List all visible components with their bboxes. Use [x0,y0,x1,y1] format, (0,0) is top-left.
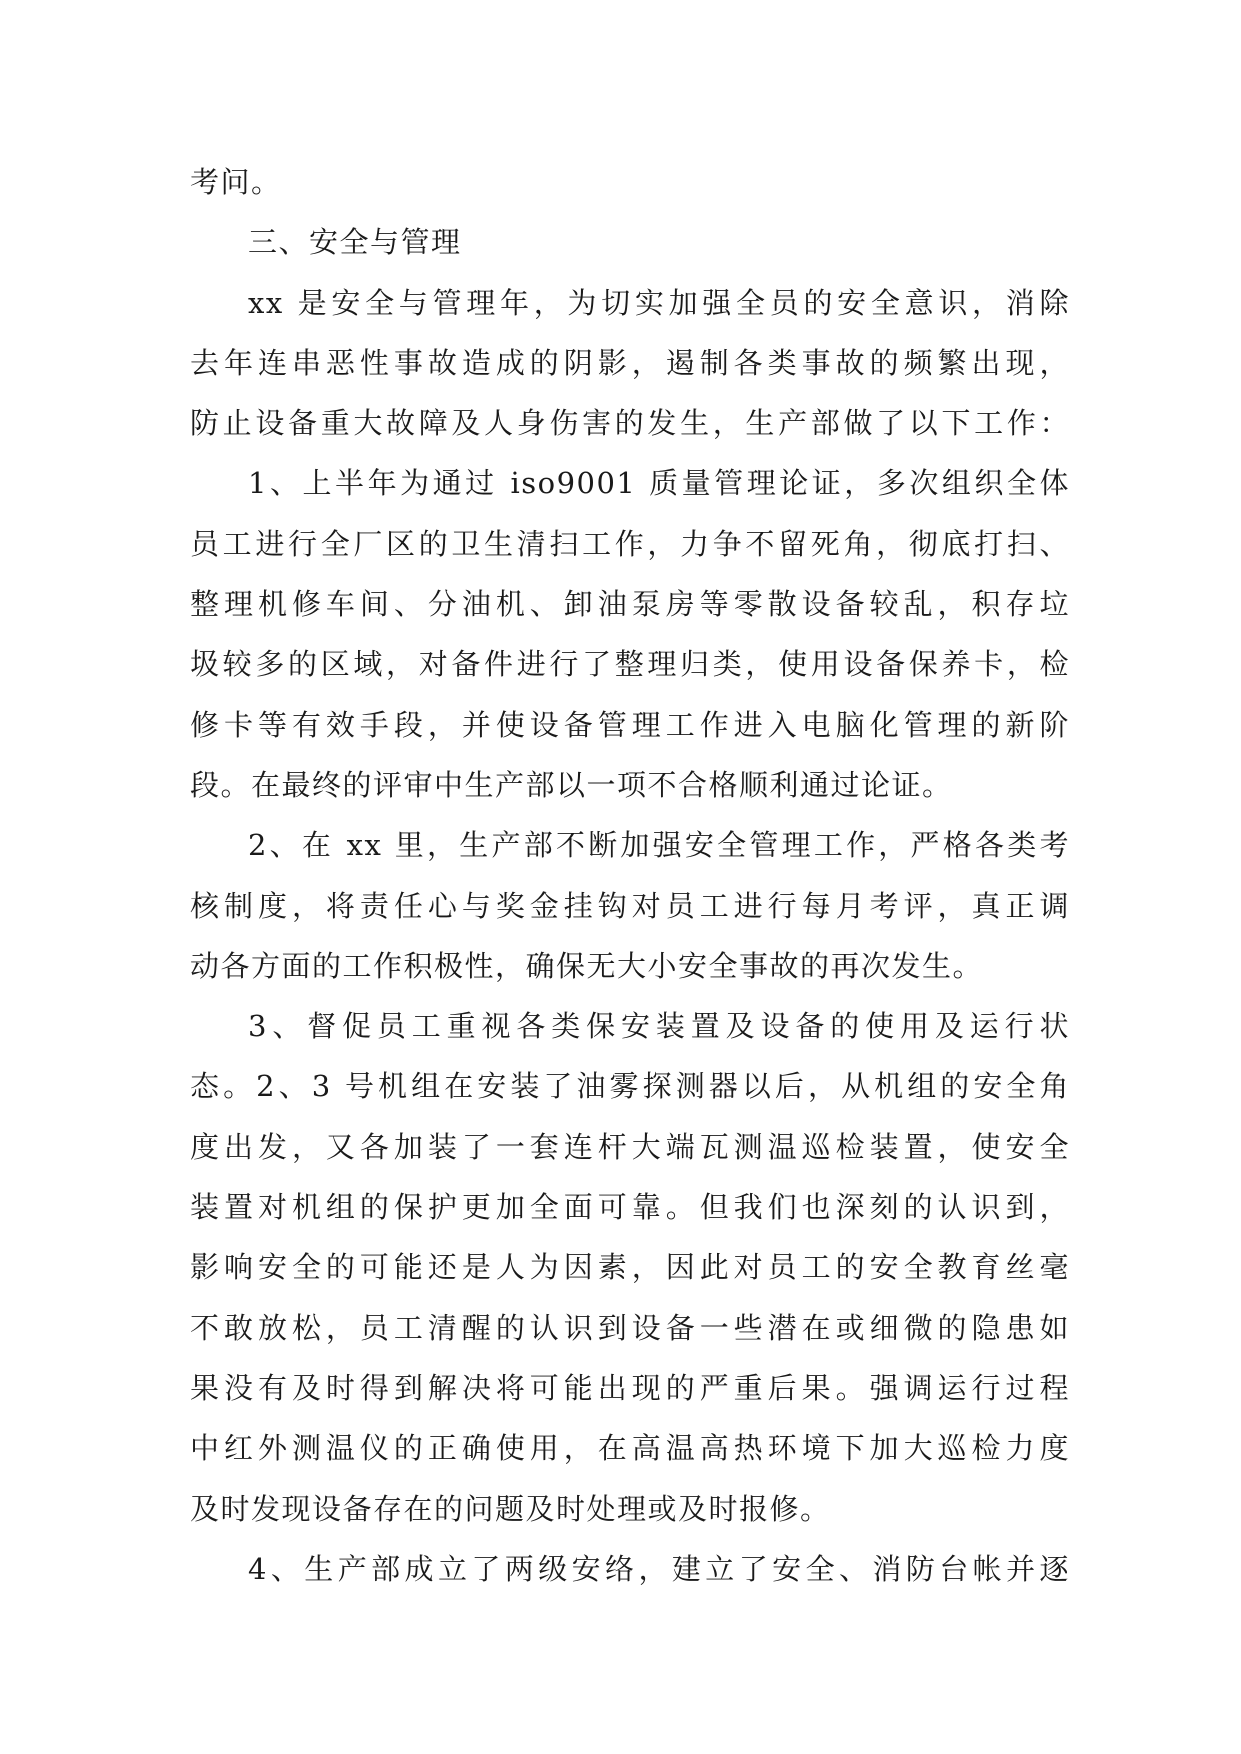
text-line: 三、安全与管理 [248,225,462,260]
text-line: 及时发现设备存在的问题及时处理或及时报修。 [190,1491,831,1526]
text-line: 果没有及时得到解决将可能出现的严重后果。强调运行过程 [190,1370,1070,1405]
text-line: 圾较多的区域，对备件进行了整理归类，使用设备保养卡，检 [190,647,1070,682]
text-line: 装置对机组的保护更加全面可靠。但我们也深刻的认识到， [190,1190,1070,1225]
text-line: 考问。 [190,165,282,199]
text-line: xx 是安全与管理年，为切实加强全员的安全意识，消除 [248,285,1070,320]
text-line: 中红外测温仪的正确使用，在高温高热环境下加大巡检力度 [190,1431,1070,1466]
text-line: 影响安全的可能还是人为因素，因此对员工的安全教育丝毫 [190,1250,1070,1285]
text-line: 防止设备重大故障及人身伤害的发生，生产部做了以下工作： [190,406,1070,441]
text-line: 3、督促员工重视各类保安装置及设备的使用及运行状 [248,1009,1070,1044]
text-line: 整理机修车间、分油机、卸油泵房等零散设备较乱，积存垃 [190,587,1070,622]
text-line: 员工进行全厂区的卫生清扫工作，力争不留死角，彻底打扫、 [190,526,1070,561]
text-line: 核制度，将责任心与奖金挂钩对员工进行每月考评，真正调 [190,888,1070,923]
text-line: 去年连串恶性事故造成的阴影，遏制各类事故的频繁出现， [190,345,1070,380]
text-line: 动各方面的工作积极性，确保无大小安全事故的再次发生。 [190,948,984,983]
text-line: 不敢放松，员工清醒的认识到设备一些潜在或细微的隐患如 [190,1310,1070,1345]
text-line: 态。2、3 号机组在安装了油雾探测器以后，从机组的安全角 [190,1069,1070,1104]
text-line: 段。在最终的评审中生产部以一项不合格顺利通过论证。 [190,767,953,802]
text-line: 4、生产部成立了两级安络，建立了安全、消防台帐并逐 [248,1551,1070,1586]
text-line: 修卡等有效手段，并使设备管理工作进入电脑化管理的新阶 [190,707,1070,742]
document-body [190,152,1070,1599]
text-line: 2、在 xx 里，生产部不断加强安全管理工作，严格各类考 [248,828,1070,863]
text-line: 1、上半年为通过 iso9001 质量管理论证，多次组织全体 [248,466,1070,501]
text-line: 度出发，又各加装了一套连杆大端瓦测温巡检装置，使安全 [190,1129,1070,1164]
